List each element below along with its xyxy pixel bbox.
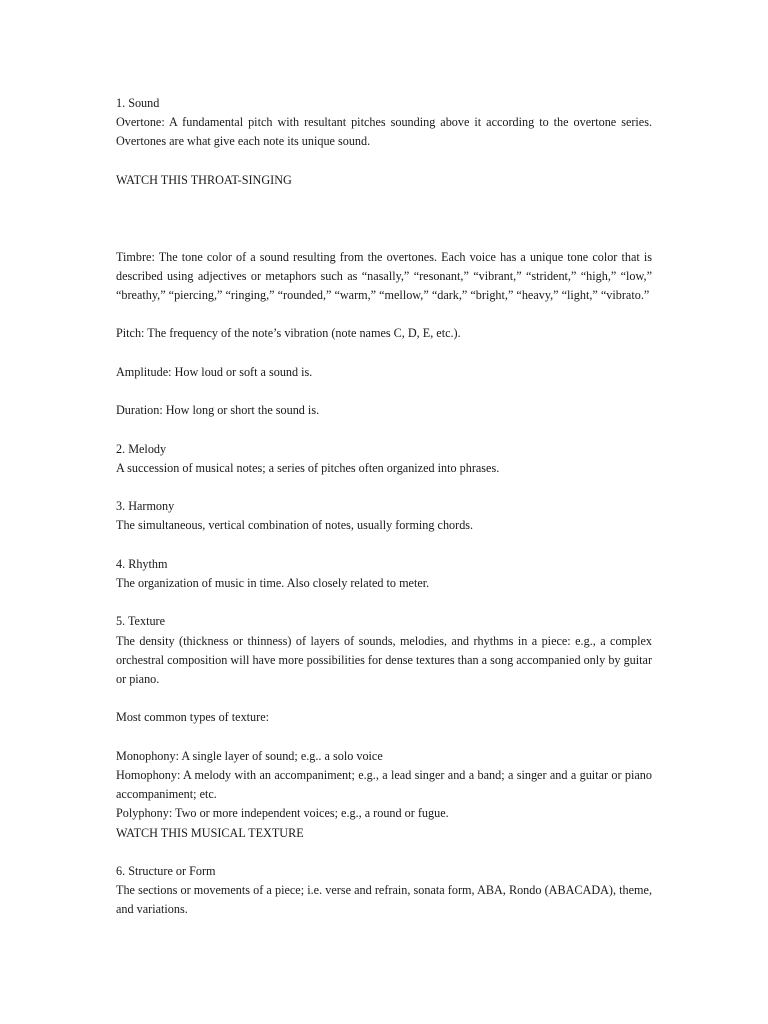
harmony-definition: The simultaneous, vertical combination of notes, usually forming chords. (116, 518, 474, 533)
texture-definition: The density (thickness or thinness) of layers of sounds, melodies, and rhythms in a piece: e.g., a complex orchestral composition will have more possibilities for dense textures than a song accompanied only by guitar or piano. (116, 633, 652, 686)
timbre-definition: Timbre: The tone color of a sound resulting from the overtones. Each voice has a unique tone color that is described using adjectives or metaphors such as “nasally,” “resonant,” “vibrant,” “strident,” “high,” “low,” “breathy,” “piercing,” “ringing,” “rounded,” “warm,” “mellow,” “dark,” “bright,” “heavy,” “light,” “vibrato.” (116, 249, 652, 302)
section-heading-harmony: 3. Harmony (116, 499, 175, 514)
section-heading-rhythm: 4. Rhythm (116, 556, 168, 571)
document-page (116, 94, 652, 920)
texture-types-intro: Most common types of texture: (116, 710, 269, 725)
section-heading-texture: 5. Texture (116, 614, 166, 629)
homophony-definition: Homophony: A melody with an accompaniment; e.g., a lead singer and a band; a singer and a guitar or piano accompaniment; etc. (116, 767, 652, 802)
rhythm-definition: The organization of music in time. Also closely related to meter. (116, 575, 430, 590)
section-heading-melody: 2. Melody (116, 441, 167, 456)
section-heading-sound: 1. Sound (116, 96, 160, 110)
melody-definition: A succession of musical notes; a series of pitches often organized into phrases. (116, 460, 500, 475)
polyphony-definition: Polyphony: Two or more independent voices; e.g., a round or fugue. (116, 806, 449, 821)
overtone-definition: Overtone: A fundamental pitch with resultant pitches sounding above it according to the overtone series. Overtones are what give each note its unique sound. (116, 115, 652, 149)
watch-throat-singing-link[interactable]: WATCH THIS THROAT-SINGING (116, 172, 292, 187)
amplitude-definition: Amplitude: How loud or soft a sound is. (116, 364, 313, 379)
duration-definition: Duration: How long or short the sound is. (116, 403, 320, 418)
section-heading-form: 6. Structure or Form (116, 863, 216, 878)
monophony-definition: Monophony: A single layer of sound; e.g.. a solo voice (116, 748, 383, 763)
watch-musical-texture-link[interactable]: WATCH THIS MUSICAL TEXTURE (116, 825, 304, 840)
form-definition: The sections or movements of a piece; i.e. verse and refrain, sonata form, ABA, Rondo (ABACADA), theme, and variations. (116, 883, 652, 917)
pitch-definition: Pitch: The frequency of the note’s vibration (note names C, D, E, etc.). (116, 326, 461, 341)
